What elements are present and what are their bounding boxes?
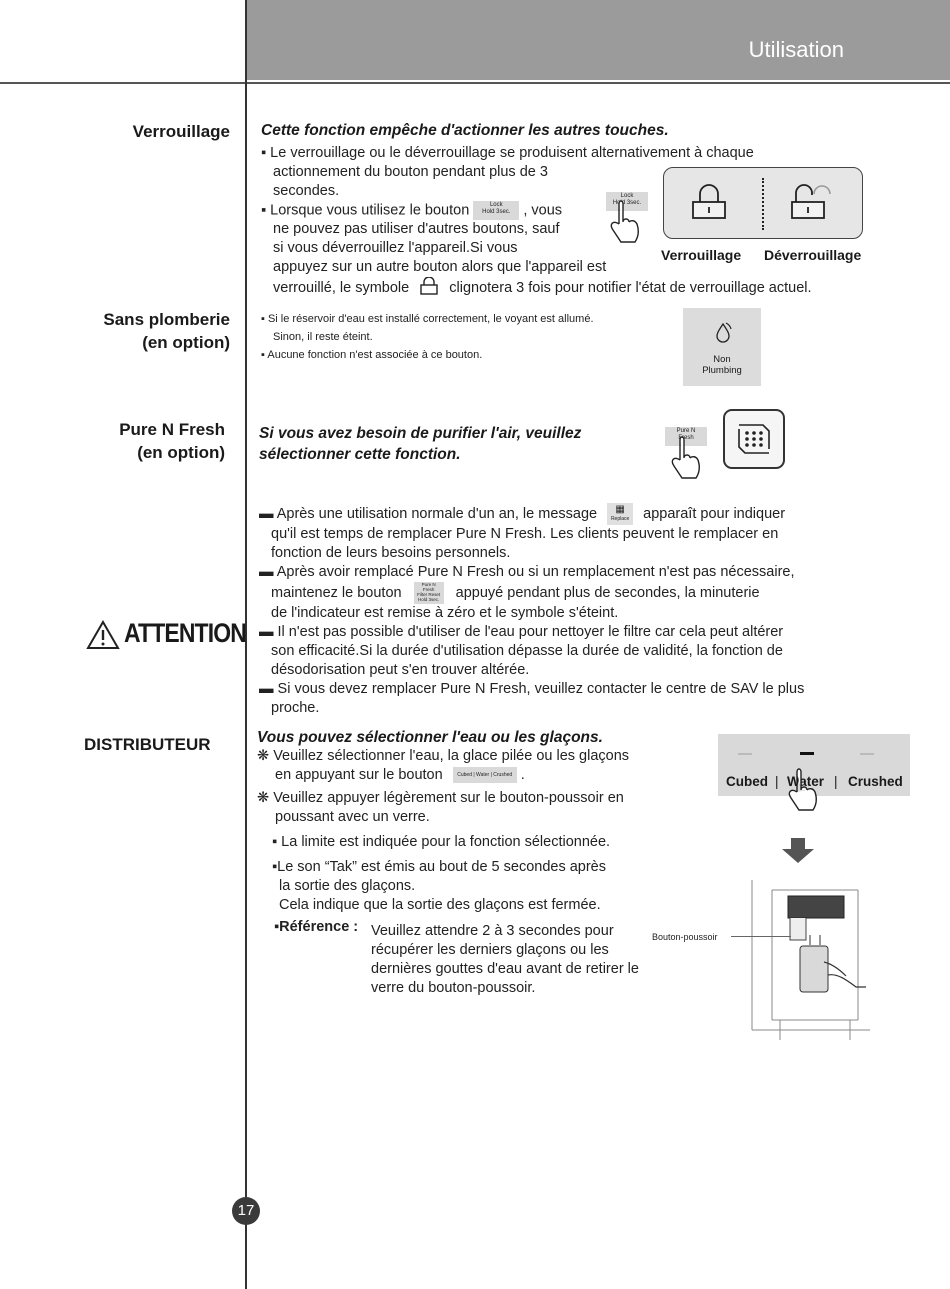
callout-line bbox=[731, 936, 791, 937]
finger-press-icon bbox=[666, 436, 706, 486]
water-indicator bbox=[800, 752, 814, 755]
dispenser-subtitle: Vous pouvez sélectionner l'eau ou les glaçons. bbox=[257, 729, 603, 746]
option-water: Water bbox=[787, 774, 825, 789]
attention-label: ATTENTION bbox=[124, 618, 246, 648]
replace-message-icon: ▦ Replace bbox=[607, 503, 633, 525]
finger-press-icon bbox=[605, 200, 645, 250]
plumbing-text: ▪ Si le réservoir d'eau est installé correctement, le voyant est allumé. Sinon, il reste éteint. ▪ Aucune fonction n'est associée à ce bouton. bbox=[261, 313, 594, 361]
section-label-dispenser: DISTRIBUTEUR bbox=[84, 735, 211, 754]
lock-symbol-icon bbox=[419, 277, 439, 295]
locked-icon bbox=[689, 184, 731, 222]
header-divider bbox=[0, 82, 950, 84]
reference-label: ▪Référence : bbox=[274, 919, 359, 935]
dispenser-button-chip: Cubed | Water | Crushed bbox=[453, 767, 517, 783]
arrow-down-icon bbox=[780, 838, 816, 864]
purenfresh-subtitle: Si vous avez besoin de purifier l'air, veuillez sélectionner cette fonction. bbox=[259, 425, 582, 463]
warning-icon bbox=[86, 620, 120, 650]
purenfresh-icon bbox=[723, 409, 785, 469]
lock-button-chip: Lock Hold 3sec. bbox=[473, 201, 519, 220]
callout-push-button: Bouton-poussoir bbox=[652, 932, 718, 942]
unlocked-icon bbox=[786, 182, 834, 222]
page-number: 17 bbox=[232, 1197, 260, 1225]
caption-unlock: Déverrouillage bbox=[764, 247, 862, 263]
purenfresh-text: ▬ Après une utilisation normale d'un an, le message ▦ Replace apparaît pour indiquer qu'il est temps de remplacer Pure N Fresh. Les clients peuvent le remplacer en fonction de leurs besoins personnels. ▬ Après avoir remplacé Pure N Fresh ou si un remplacement n'est pas nécessaire, maintenez le bouton Pure N Fresh Filter Reset Hold 3sec. appuyé pendant plus de secondes, la minuterie de l'indicateur est remise à zéro et le symbole s'éteint. ▬ Il n'est pas possible d'utiliser de l'eau pour nettoyer le filtre car cela peut altérer son efficacité.Si la durée d'utilisation dépasse la durée de validité, la fonction de désodorisation peut s'en trouver altérée. ▬ Si vous devez remplacer Pure N Fresh, veuillez contacter le centre de SAV le plus proche. bbox=[259, 504, 805, 716]
page-title: Utilisation bbox=[748, 37, 844, 62]
option-separator: | bbox=[775, 774, 779, 789]
lock-button-illustration: Lock Hold 3sec. bbox=[606, 192, 648, 211]
non-plumbing-panel bbox=[683, 308, 761, 386]
dispenser-notes: ▪ La limite est indiquée pour la fonction sélectionnée. ▪Le son “Tak” est émis au bout de 5 secondes après la sortie des glaçons. Cela indique que la sortie des glaçons est fermée. bbox=[272, 834, 611, 913]
lock-text: ▪ Le verrouillage ou le déverrouillage se produisent alternativement à chaque actionnement du bouton pendant plus de 3 secondes. ▪ Lorsque vous utilisez le bouton Lock Hold 3sec. , vous ne pouvez pas utiliser d'autres boutons, sauf si vous déverrouillez l'appareil.Si vous appuyez sur un autre bouton alors que l'appareil est bbox=[261, 145, 754, 276]
dispenser-text: ❋ Veuillez sélectionner l'eau, la glace pilée ou les glaçons en appuyant sur le bouton Cubed | Water | Crushed . ❋ Veuillez appuyer légèrement sur le bouton-poussoir en poussant avec un verre. bbox=[257, 748, 630, 825]
finger-press-icon bbox=[783, 768, 823, 818]
header-bar bbox=[247, 0, 950, 80]
non-plumbing-label: Non Plumbing bbox=[702, 354, 742, 376]
water-drop-icon bbox=[711, 320, 735, 344]
filter-reset-chip: Pure N Fresh Filter Reset Hold 3sec. bbox=[414, 582, 444, 604]
option-separator: | bbox=[834, 774, 838, 789]
caption-lock: Verrouillage bbox=[661, 247, 742, 263]
dispenser-illustration bbox=[750, 880, 880, 1040]
air-filter-icon bbox=[725, 411, 783, 467]
lock-display-panel bbox=[663, 167, 863, 239]
lock-subtitle: Cette fonction empêche d'actionner les autres touches. bbox=[261, 122, 669, 139]
lock-text-last: verrouillé, le symbole clignotera 3 fois pour notifier l'état de verrouillage actuel. bbox=[273, 277, 893, 298]
lock-panel-divider bbox=[762, 178, 764, 230]
option-crushed: Crushed bbox=[848, 774, 903, 789]
cubed-indicator bbox=[738, 753, 752, 755]
purenfresh-button-illustration: Pure N Fresh bbox=[665, 427, 707, 446]
option-cubed: Cubed bbox=[726, 774, 768, 789]
section-label-lock: Verrouillage bbox=[132, 122, 230, 141]
section-label-plumbing: Sans plomberie (en option) bbox=[103, 310, 230, 352]
crushed-indicator bbox=[860, 753, 874, 755]
section-label-purenfresh: Pure N Fresh (en option) bbox=[119, 420, 225, 462]
reference-text: Veuillez attendre 2 à 3 secondes pour récupérer les derniers glaçons ou les dernières gouttes d'eau avant de retirer le verre du bouton-poussoir. bbox=[371, 923, 639, 996]
